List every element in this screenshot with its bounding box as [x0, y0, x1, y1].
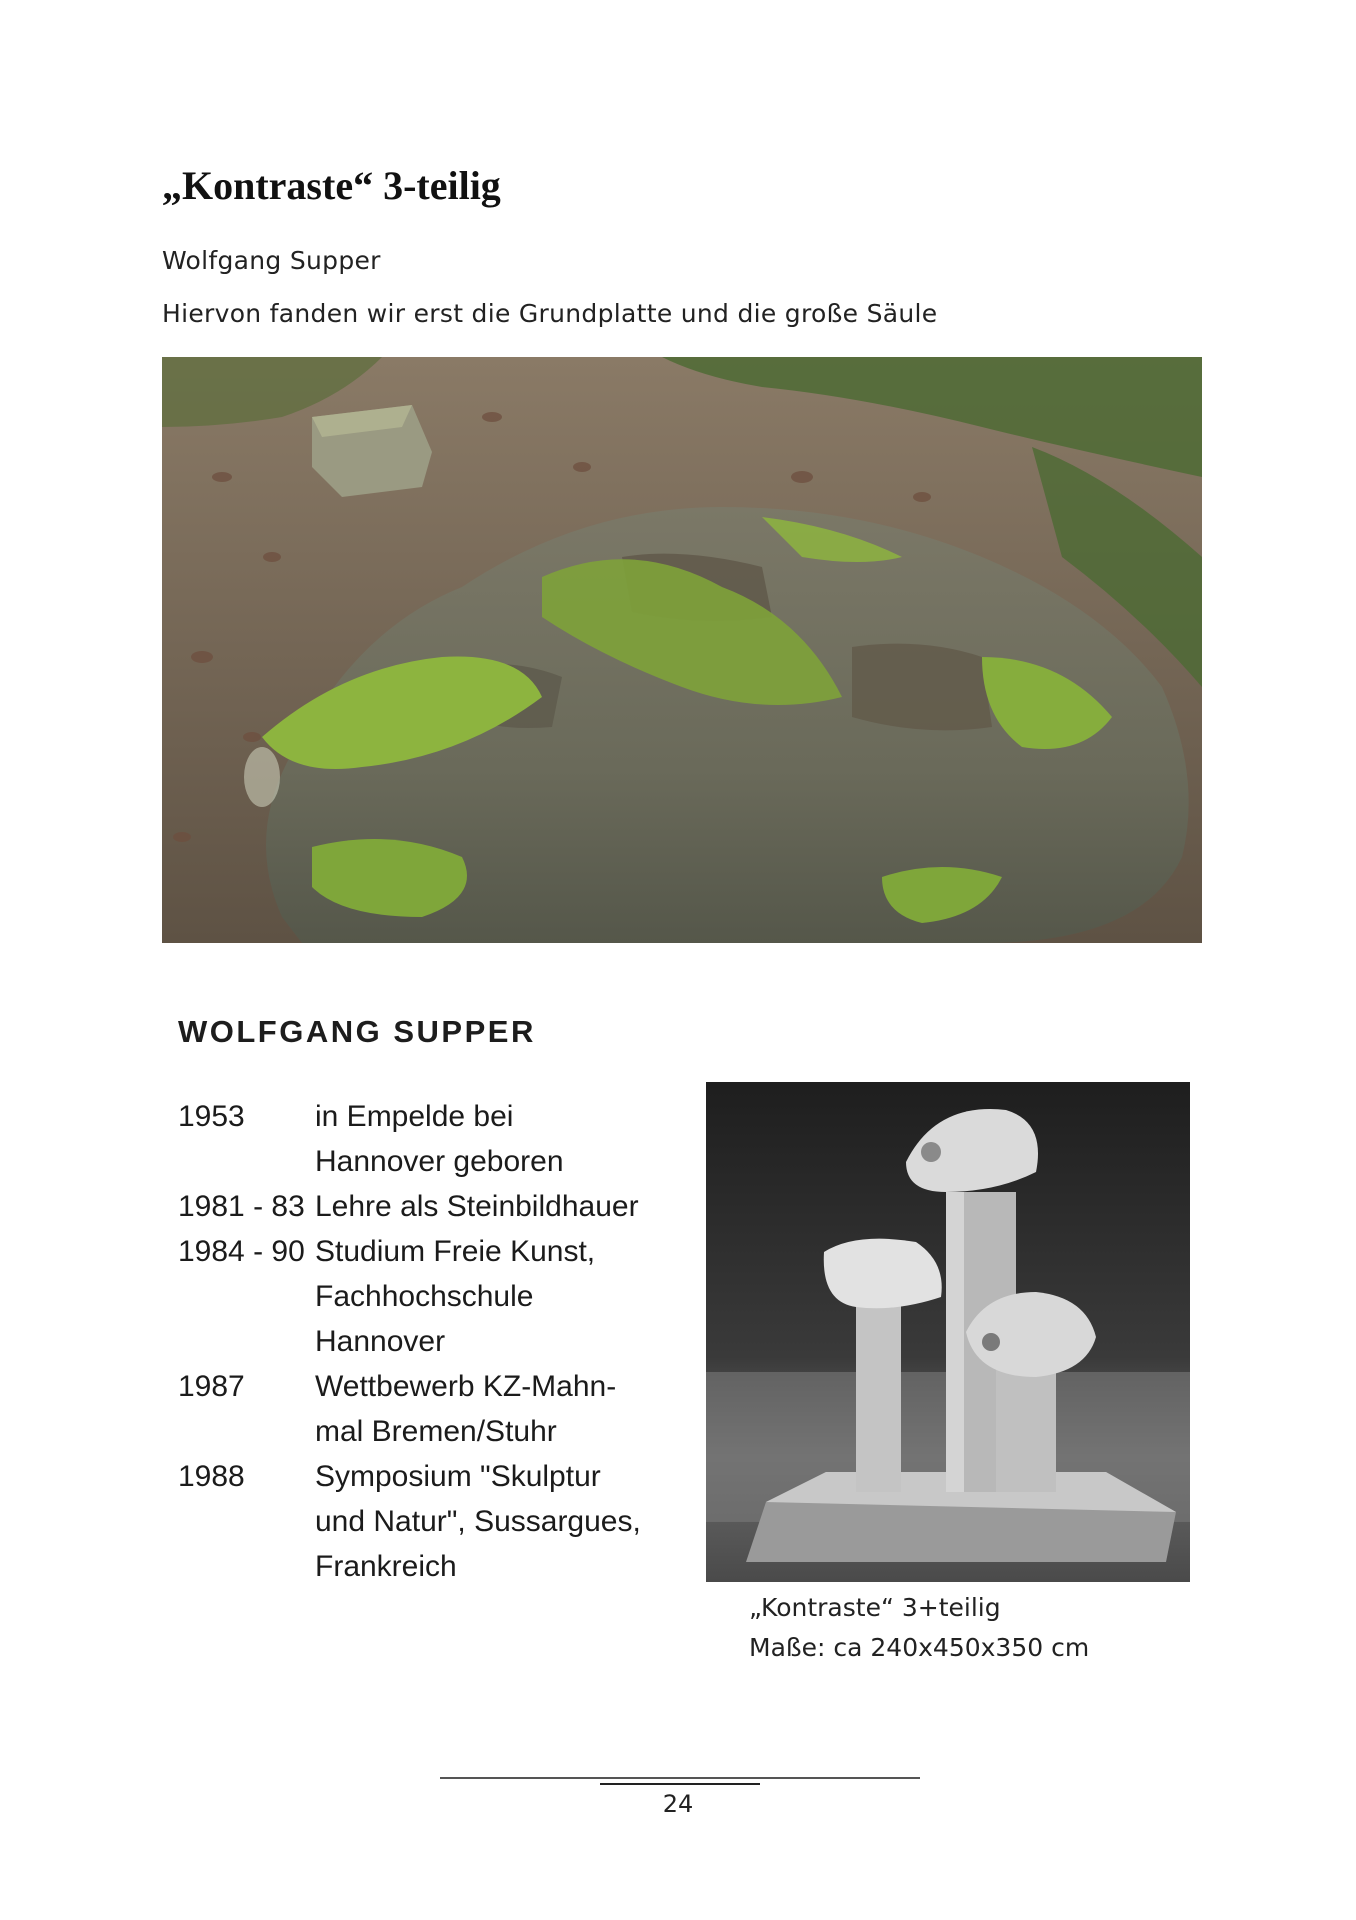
stone-slab-photo: [162, 357, 1202, 943]
author-name: Wolfgang Supper: [162, 246, 381, 275]
footer-divider: [440, 1777, 920, 1779]
bio-text: Fachhochschule: [315, 1280, 534, 1313]
bio-year: 1987: [178, 1370, 245, 1403]
bio-year: 1984 - 90: [178, 1235, 305, 1268]
photo-caption-dimensions: Maße: ca 240x450x350 cm: [749, 1633, 1090, 1662]
bio-year: 1981 - 83: [178, 1190, 305, 1223]
bio-text: mal Bremen/Stuhr: [315, 1415, 557, 1448]
bio-year: 1953: [178, 1100, 245, 1133]
bio-text: Lehre als Steinbildhauer: [315, 1190, 639, 1223]
photo-caption-title: „Kontraste“ 3+teilig: [749, 1593, 1001, 1622]
bio-text: Hannover: [315, 1325, 446, 1358]
bio-text: und Natur", Sussargues,: [315, 1505, 641, 1538]
bio-year: 1988: [178, 1460, 245, 1493]
page-title: „Kontraste“ 3-teilig: [162, 163, 501, 208]
biography-heading: WOLFGANG SUPPER: [178, 1014, 536, 1049]
bio-text: Studium Freie Kunst,: [315, 1235, 596, 1268]
bio-text: Frankreich: [315, 1550, 457, 1583]
bio-text: Symposium "Skulptur: [315, 1460, 601, 1493]
intro-note: Hiervon fanden wir erst die Grundplatte und die große Säule: [162, 299, 938, 328]
sculpture-photo: [706, 1082, 1190, 1582]
bio-text: Wettbewerb KZ-Mahn-: [315, 1370, 617, 1403]
bio-text: in Empelde bei: [315, 1100, 514, 1133]
page-number: 24: [662, 1790, 694, 1818]
bio-text: Hannover geboren: [315, 1145, 564, 1178]
footer-divider-accent: [600, 1783, 760, 1785]
